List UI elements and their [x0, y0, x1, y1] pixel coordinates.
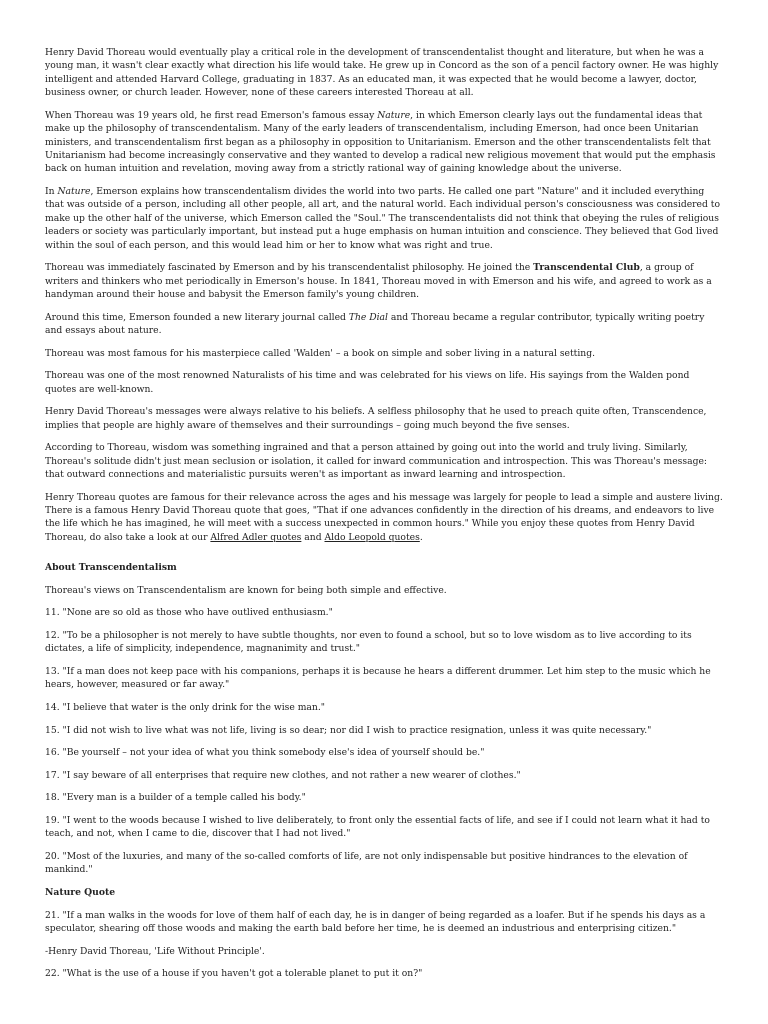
text-run: Thoreau was immediately fascinated by Emerson and by his transcendentalist philosophy. He joined the — [45, 262, 534, 274]
quote-item: 16. "Be yourself – not your idea of what you think somebody else's idea of yourself should be." — [45, 747, 485, 759]
paragraph-wisdom: According to Thoreau, wisdom was something ingrained and that a person attained by going out into the world and truly living. Similarly, Thoreau's solitude didn't just mean seclusion or isolation, it called for inward communication and introspection. This was Thoreau's message: that outward connections and materialistic pursuits weren't as important as inward learning and introspection. — [45, 442, 707, 481]
paragraph-intro: Henry David Thoreau would eventually play a critical role in the development of transcendentalist thought and literature, but when he was a young man, it wasn't clear exactly what direction his life would take. He grew up in Concord as the son of a pencil factory owner. He was highly intelligent and attended Harvard College, graduating in 1837. As an educated man, it was expected that he would become a lawyer, doctor, business owner, or church leader. However, none of these careers interested Thoreau at all. — [45, 47, 719, 99]
book-title-nature: Nature — [377, 109, 411, 121]
section-heading-nature-quote: Nature Quote — [45, 887, 116, 899]
paragraph-nature-essay — [45, 109, 723, 176]
aldo-leopold-quotes-link[interactable]: Aldo Leopold quotes — [324, 531, 420, 543]
alfred-adler-quotes-link[interactable]: Alfred Adler quotes — [210, 531, 302, 543]
journal-title-the-dial: The Dial — [348, 311, 388, 323]
section-heading-transcendentalism: About Transcendentalism — [45, 562, 177, 574]
text-run: and Thoreau became a regular contributor, typically writing poetry and essays about nature. — [45, 311, 705, 337]
quote-item: 21. "If a man walks in the woods for love of them half of each day, he is in danger of being regarded as a loafer. But if he spends his days as a speculator, shearing off those woods and making the earth bald before her time, he is deemed an industrious and enterprising citizen." — [45, 909, 706, 935]
paragraph-views: Thoreau's views on Transcendentalism are known for being both simple and effective. — [45, 584, 447, 596]
paragraph-two-parts — [45, 185, 723, 252]
text-run: In — [45, 186, 58, 198]
quote-item: 18. "Every man is a builder of a temple called his body." — [45, 792, 306, 804]
paragraph-walden: Thoreau was most famous for his masterpiece called 'Walden' – a book on simple and sober living in a natural setting. — [45, 347, 596, 359]
paragraph-the-dial — [45, 311, 723, 338]
transcendental-club-term: Transcendental Club — [533, 262, 640, 274]
text-run: , a group of writers and thinkers who met periodically in Emerson's house. In 1841, Thoreau moved in with Emerson and his wife, and agreed to work as a handyman around their house and babysit the Emerson family's young children. — [45, 262, 712, 301]
text-run: . — [419, 531, 423, 543]
paragraph-messages: Henry David Thoreau's messages were always relative to his beliefs. A selfless philosophy that he used to preach quite often, Transcendence, implies that people are highly aware of themselves and their surroundings – going much beyond the five senses. — [45, 406, 707, 431]
quote-item: 20. "Most of the luxuries, and many of the so-called comforts of life, are not only indispensable but positive hindrances to the elevation of mankind." — [45, 851, 688, 876]
quote-item: 11. "None are so old as those who have outlived enthusiasm." — [45, 607, 333, 619]
quote-item: 15. "I did not wish to live what was not life, living is so dear; nor did I wish to practice resignation, unless it was quite necessary." — [45, 724, 652, 736]
quote-item: 19. "I went to the woods because I wished to live deliberately, to front only the essential facts of life, and see if I could not learn what it had to teach, and not, when I came to die, discover that I had not lived." — [45, 815, 710, 840]
text-run: , Emerson explains how transcendentalism divides the world into two parts. He called one part "Nature" and it included everything that was outside of a person, including all other people, all art, and the natural world. Each individual person's consciousness was considered to make up the other half of the universe, which Emerson called the "Soul." The transcendentalists did not think that obeying the rules of religious leaders or society was particularly important, but instead put a huge emphasis on human intuition and conscience. They believed that God lived within the soul of each person, and this would lead him or her to know what was right and true. — [45, 186, 720, 251]
text-run: Henry Thoreau quotes are famous for their relevance across the ages and his message was largely for people to lead a simple and austere living. There is a famous Henry David Thoreau quote that goes, "That if one advances confidently in the direction of his dreams, and endeavors to live the life which he has imagined, he will meet with a success unexpected in common hours." While you enjoy these quotes from Henry David Thoreau, do also take a look at our — [45, 491, 723, 543]
quote-attribution: -Henry David Thoreau, 'Life Without Principle'. — [45, 945, 265, 957]
paragraph-naturalist: Thoreau was one of the most renowned Naturalists of his time and was celebrated for his views on life. His sayings from the Walden pond quotes are well-known. — [45, 370, 690, 395]
text-run: and — [301, 531, 325, 543]
paragraph-famous-quote — [45, 491, 723, 545]
paragraph-transcendental-club — [45, 261, 723, 301]
book-title-nature: Nature — [57, 186, 91, 198]
text-run: Around this time, Emerson founded a new literary journal called — [45, 311, 349, 323]
text-run: When Thoreau was 19 years old, he first read Emerson's famous essay — [45, 109, 378, 121]
quote-item: 14. "I believe that water is the only drink for the wise man." — [45, 702, 325, 714]
quote-item: 13. "If a man does not keep pace with his companions, perhaps it is because he hears a different drummer. Let him step to the music which he hears, however, measured or far away." — [45, 666, 711, 691]
text-run: , in which Emerson clearly lays out the fundamental ideas that make up the philosophy of transcendentalism. Many of the early leaders of transcendentalism, including Emerson, had once been Unitarian ministers, and transcendentalism first began as a philosophy in opposition to Unitarianism. Emerson and the other transcendentalists felt that Unitarianism had become increasingly conservative and they wanted to develop a radical new religious movement that would put the emphasis back on human intuition and revelation, moving away from a strictly rational way of gaining knowledge about the universe. — [45, 109, 716, 175]
quote-item: 22. "What is the use of a house if you haven't got a tolerable planet to put it on?" — [45, 968, 423, 980]
quote-item: 12. "To be a philosopher is not merely to have subtle thoughts, nor even to found a school, but so to love wisdom as to live according to its dictates, a life of simplicity, independence, magnanimity and trust." — [45, 630, 692, 655]
quote-item: 17. "I say beware of all enterprises that require new clothes, and not rather a new wearer of clothes." — [45, 769, 521, 781]
article-body — [45, 46, 723, 990]
